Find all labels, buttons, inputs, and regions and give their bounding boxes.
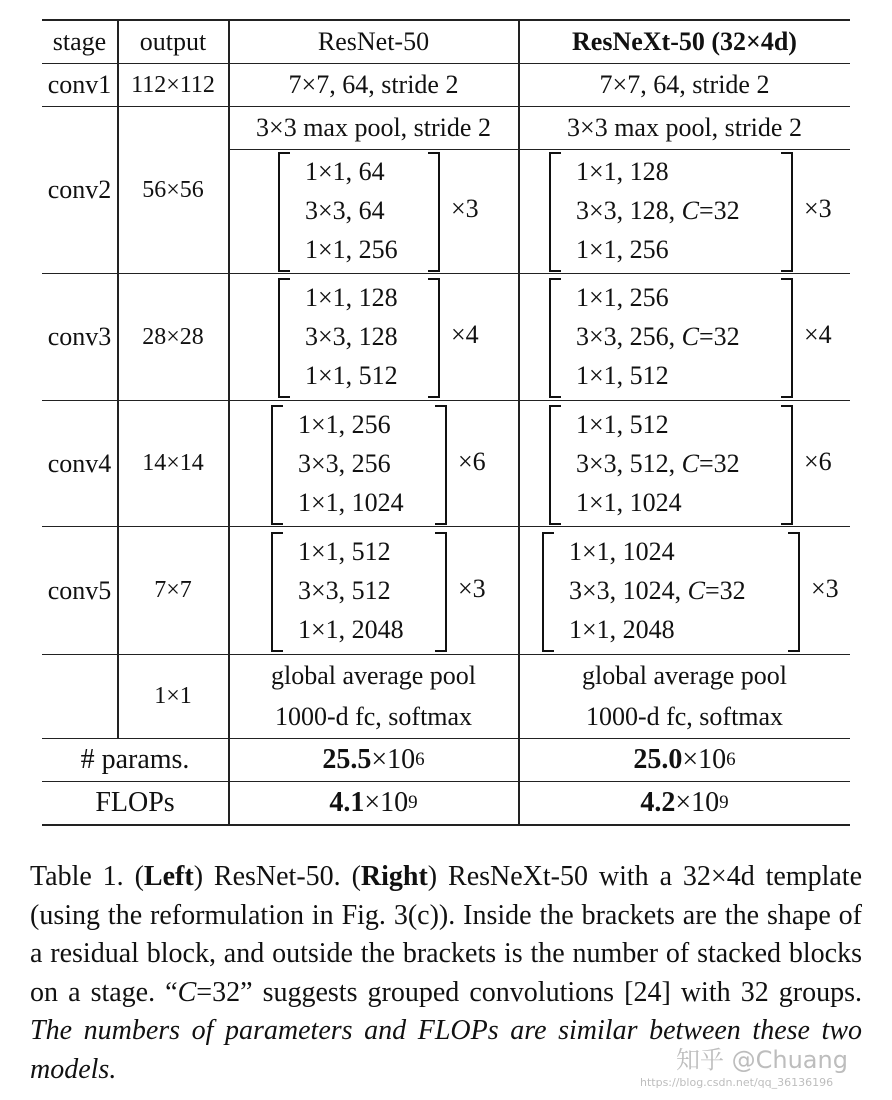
left-bracket [549, 405, 561, 525]
stage-conv2: conv2 [47, 175, 112, 204]
cardinality-value: =32 [705, 576, 746, 605]
flops-resnet [229, 782, 518, 824]
conv1-resnext: 7×7, 64, stride 2 [599, 70, 770, 99]
left-bracket [271, 405, 283, 525]
flops-resnext-mantissa: 4.2 [640, 787, 676, 818]
block-resnext-conv2 [576, 152, 740, 269]
params-resnet-mantissa: 25.5 [322, 744, 372, 775]
output-conv5: 7×7 [154, 577, 192, 603]
flops-resnext-exponent: 9 [719, 792, 729, 813]
flops-resnet-exponent: 9 [408, 792, 418, 813]
params-resnext-times: ×10 [682, 744, 727, 775]
right-bracket [428, 152, 440, 272]
block-line: 1×1, 128 [305, 283, 398, 312]
params-label: # params. [80, 744, 190, 775]
output-conv4: 14×14 [142, 450, 204, 476]
caption-right-label: Right [360, 861, 428, 892]
block-line: 1×1, 2048 [569, 615, 675, 644]
block-resnext-conv3 [576, 278, 740, 395]
repeat-count: ×4 [804, 320, 832, 349]
block-line [576, 191, 740, 230]
watermark-brand: 知乎 @Chuang [676, 1046, 848, 1074]
stage-conv3: conv3 [47, 322, 112, 351]
pool-row-rule [229, 149, 850, 150]
params-resnext-exponent: 6 [726, 749, 736, 770]
block-line [576, 444, 740, 483]
block-line: 1×1, 256 [576, 283, 669, 312]
block-line: 1×1, 1024 [576, 488, 682, 517]
repeat-count: ×3 [811, 574, 839, 603]
block-line-text: 3×3, 128, [576, 196, 682, 225]
left-bracket [271, 532, 283, 652]
flops-resnet-mantissa: 4.1 [329, 787, 365, 818]
left-bracket [549, 152, 561, 272]
cardinality-value: =32 [699, 449, 740, 478]
block-line: 3×3, 64 [305, 196, 385, 225]
right-bracket [435, 405, 447, 525]
block-line: 1×1, 512 [576, 410, 669, 439]
block-resnet-conv4 [298, 405, 404, 522]
repeat-count: ×4 [451, 320, 479, 349]
repeat-count: ×3 [451, 194, 479, 223]
header-stage: stage [52, 26, 107, 56]
final-resnext-line2: 1000-d fc, softmax [585, 702, 784, 731]
block-resnet-conv2 [305, 152, 398, 269]
right-bracket [781, 152, 793, 272]
block-line-text: 3×3, 512, [576, 449, 682, 478]
repeat-count: ×6 [458, 447, 486, 476]
caption-text: ) ResNeXt-50 with a 32×4d template (using the reformulation in Fig. 3(c)). Inside the brackets are the shape of a residual block, and outside the brackets is the number of stacked blocks on a stage. “ [30, 861, 862, 1008]
output-conv1: 112×112 [131, 71, 215, 98]
pool-resnet: 3×3 max pool, stride 2 [256, 113, 491, 142]
block-line: 1×1, 128 [576, 157, 669, 186]
output-conv2: 56×56 [142, 176, 204, 203]
right-bracket [435, 532, 447, 652]
right-bracket [788, 532, 800, 652]
caption-text: ) ResNet-50. ( [193, 861, 361, 892]
flops-resnext-times: ×10 [675, 787, 720, 818]
stage-conv5: conv5 [47, 575, 112, 605]
block-resnext-conv5 [569, 532, 746, 649]
block-line: 1×1, 512 [305, 361, 398, 390]
block-line: 1×1, 2048 [298, 615, 404, 644]
block-line: 1×1, 256 [576, 235, 669, 264]
params-resnet-exponent: 6 [415, 749, 425, 770]
block-line: 1×1, 1024 [298, 488, 404, 517]
output-conv3: 28×28 [142, 323, 204, 350]
cardinality-var: C [687, 576, 706, 605]
output-final: 1×1 [154, 683, 192, 709]
block-resnext-conv4 [576, 405, 740, 522]
block-line: 1×1, 64 [305, 157, 385, 186]
block-line: 3×3, 128 [305, 322, 398, 351]
right-bracket [781, 278, 793, 398]
params-resnet [229, 739, 518, 781]
right-bracket [428, 278, 440, 398]
left-bracket [278, 152, 290, 272]
final-resnet-line2: 1000-d fc, softmax [274, 702, 473, 731]
cardinality-value: =32 [699, 196, 740, 225]
header-output: output [139, 26, 207, 56]
right-bracket [781, 405, 793, 525]
watermark-url: https://blog.csdn.net/qq_36136196 [640, 1076, 834, 1089]
caption-left-label: Left [143, 861, 194, 892]
cardinality-var: C [681, 196, 700, 225]
left-bracket [542, 532, 554, 652]
table-bottom-rule [42, 824, 850, 826]
pool-resnext: 3×3 max pool, stride 2 [567, 113, 802, 142]
left-bracket [549, 278, 561, 398]
block-line [569, 571, 746, 610]
caption-text: =32” suggests grouped convolutions [24] with 32 groups. [196, 976, 862, 1008]
cardinality-var: C [681, 449, 700, 478]
block-line-text: 3×3, 256, [576, 322, 682, 351]
block-line: 1×1, 256 [305, 235, 398, 264]
block-resnet-conv5 [298, 532, 404, 649]
caption-text: Table 1. ( [30, 861, 144, 892]
cardinality-var: C [681, 322, 700, 351]
stage-conv1: conv1 [47, 70, 112, 99]
flops-resnet-times: ×10 [364, 787, 409, 818]
final-resnext-line1: global average pool [581, 660, 788, 690]
header-resnet: ResNet-50 [317, 26, 430, 56]
left-bracket [278, 278, 290, 398]
flops-resnext [519, 782, 850, 824]
caption-italic-sentence: The numbers of parameters and FLOPs are similar between these two models. [30, 1015, 862, 1085]
params-resnext [519, 739, 850, 781]
repeat-count: ×3 [458, 574, 486, 603]
repeat-count: ×6 [804, 447, 832, 476]
block-line: 1×1, 512 [298, 537, 391, 566]
conv1-resnet: 7×7, 64, stride 2 [288, 70, 459, 99]
block-line: 1×1, 512 [576, 361, 669, 390]
flops-label: FLOPs [95, 787, 175, 818]
block-resnet-conv3 [305, 278, 398, 395]
block-line: 1×1, 1024 [569, 537, 675, 566]
block-line-text: 3×3, 1024, [569, 576, 688, 605]
block-line [576, 317, 740, 356]
header-resnext: ResNeXt-50 (32×4d) [572, 26, 797, 56]
block-line: 1×1, 256 [298, 410, 391, 439]
caption-cardinality-var: C [177, 976, 197, 1008]
params-resnext-mantissa: 25.0 [633, 744, 683, 775]
stage-conv4: conv4 [47, 448, 112, 478]
repeat-count: ×3 [804, 194, 832, 223]
block-line: 3×3, 512 [298, 576, 391, 605]
cardinality-value: =32 [699, 322, 740, 351]
block-line: 3×3, 256 [298, 449, 391, 478]
params-resnet-times: ×10 [371, 744, 416, 775]
final-resnet-line1: global average pool [270, 660, 477, 690]
